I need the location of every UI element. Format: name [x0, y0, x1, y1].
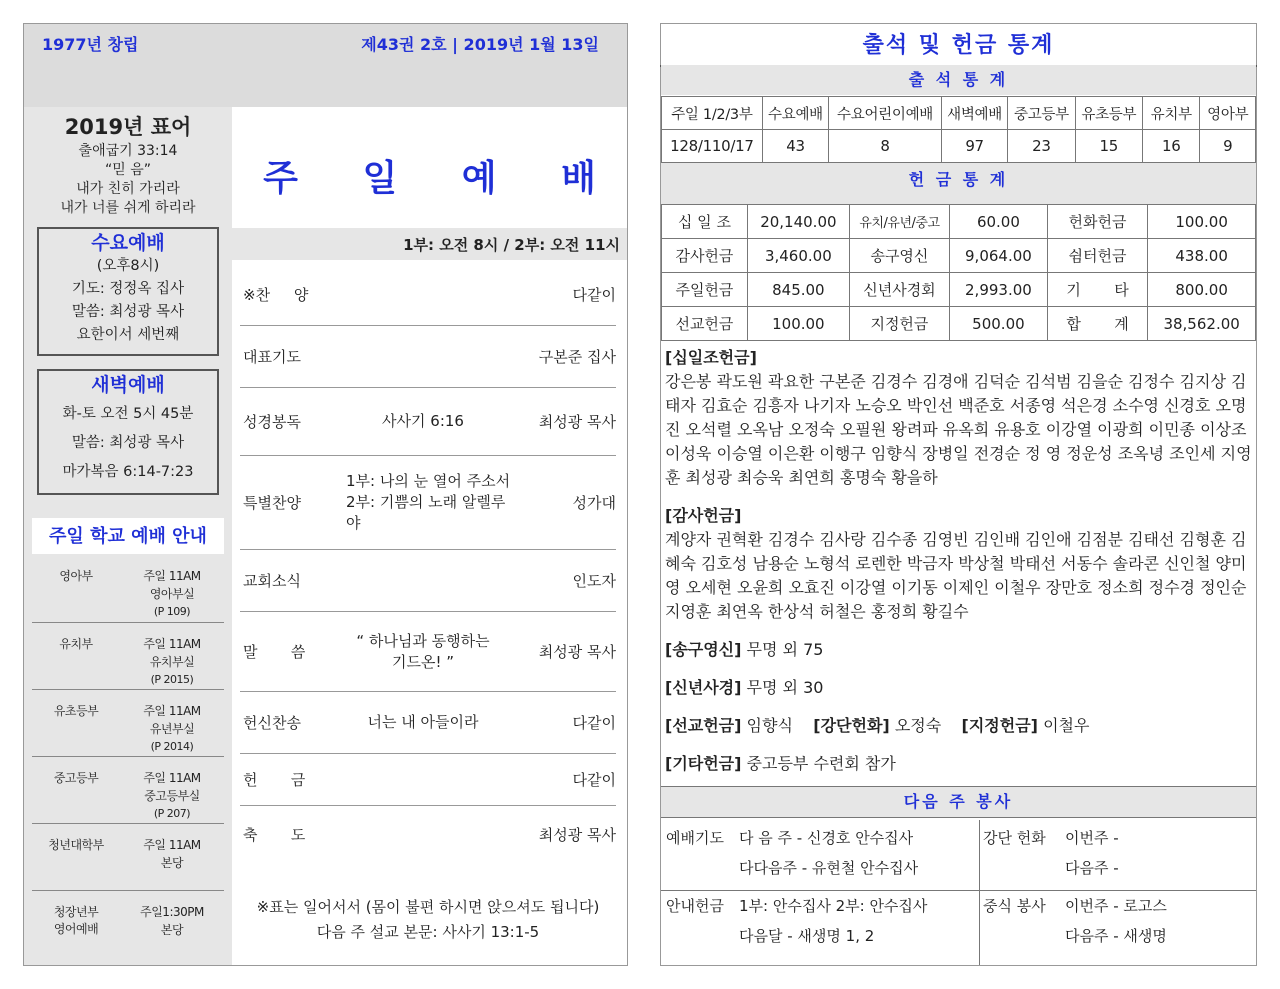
dept-time: 주일 11AM: [143, 838, 201, 852]
order-row: [240, 692, 616, 754]
order-leader: 성가대: [572, 494, 616, 512]
vertical-divider: [979, 820, 980, 965]
attendance-table: [661, 96, 1256, 163]
attendance-header-cell: 영아부: [1200, 97, 1256, 130]
attendance-header-row: [662, 97, 1256, 130]
prayer-line1: 다 음 주 - 신경호 안수집사: [739, 829, 914, 847]
offering-amount-cell: 100.00: [1148, 205, 1256, 239]
dawn-text: 마가복음 6:14-7:23: [62, 464, 194, 480]
sunday-school-row: [32, 890, 224, 957]
attendance-value-cell: 8: [829, 130, 942, 163]
thanks-names: 계양자 권혁환 김경수 김사랑 김수종 김영빈 김인배 김인애 김점분 김태선 김형훈 김혜숙 김호성 남용순 노형석 로렌한 박금자 박상철 박태선 서동수 솔라콘 신인철 양미영 오세현 오윤희 오효진 이강열 이기동 이제인 이철우 장만호 정소희 정수경 정인순 지영훈 최연옥 한상석 허철은 홍정희 황길수: [665, 530, 1247, 621]
attendance-value-cell: 97: [941, 130, 1007, 163]
attendance-value-cell: 43: [762, 130, 828, 163]
wednesday-sermon: 말씀: 최성광 목사: [71, 304, 185, 320]
order-row: [240, 754, 616, 806]
dept-page: (P 2014): [150, 740, 194, 753]
order-item: 말 씀: [243, 643, 306, 661]
order-item: 교회소식: [243, 572, 301, 590]
other-label: [기타헌금]: [665, 754, 742, 773]
offering-amount-cell: 800.00: [1148, 273, 1256, 307]
offering-label-cell: 신년사경회: [849, 273, 949, 307]
order-leader: 다같이: [572, 286, 616, 304]
order-leader: 최성광 목사: [538, 413, 616, 431]
conference-label: [신년사경]: [665, 678, 742, 697]
wednesday-time: (오후8시): [96, 258, 160, 274]
newyear-value: 무명 외 75: [746, 640, 824, 659]
offering-amount-cell: 9,064.00: [950, 239, 1048, 273]
order-item: 헌신찬송: [243, 714, 301, 732]
attendance-title: 출 석 통 계: [661, 65, 1256, 95]
founded-label: 1977년 창립: [42, 35, 139, 54]
attendance-header-cell: 수요예배: [762, 97, 828, 130]
order-row: [240, 612, 616, 692]
next-sermon-text: 다음 주 설교 본문: 사사기 13:1-5: [316, 923, 540, 941]
order-row: [240, 388, 616, 456]
dept-room: 영아부실: [149, 587, 195, 601]
offering-label-cell: 유치/유년/중고: [849, 205, 949, 239]
standing-note: ※표는 일어서서 (몸이 불편 하시면 앉으셔도 됩니다): [256, 898, 600, 916]
footnote: [240, 895, 616, 945]
wednesday-service-box: [37, 227, 219, 356]
mission-value: 임향식: [746, 716, 793, 735]
dept-info: [127, 635, 217, 689]
dawn-service-box: [37, 369, 219, 495]
motto-block: [24, 112, 232, 218]
sunday-school-title: 주일 학교 예배 안내: [32, 518, 224, 554]
dept-time: 주일 11AM: [143, 771, 201, 785]
dept-time: 주일1:30PM: [140, 905, 204, 919]
order-row: [240, 806, 616, 862]
sunday-school-row: [32, 823, 224, 890]
dawn-title: 새벽예배: [91, 374, 165, 396]
dept-name: 유치부: [59, 637, 93, 651]
offering-row: [662, 273, 1256, 307]
dept-page: (P 2015): [150, 673, 194, 686]
sunday-school-row: [32, 689, 224, 756]
attendance-header-cell: 새벽예배: [941, 97, 1007, 130]
offering-amount-cell: 438.00: [1148, 239, 1256, 273]
thanks-label: [감사헌금]: [665, 506, 742, 525]
wednesday-text: 요한이서 세번째: [76, 327, 180, 343]
attendance-header-cell: 유치부: [1142, 97, 1200, 130]
offering-title: 헌 금 통 계: [661, 163, 1256, 204]
dept-room: 본당: [160, 856, 184, 870]
attendance-header-cell: 유초등부: [1075, 97, 1142, 130]
order-content: 사사기 6:16: [382, 412, 464, 430]
order-content: “ 하나님과 동행하는 기드온! ”: [356, 631, 490, 671]
sunday-school-row: [32, 555, 224, 622]
order-content: [330, 806, 516, 862]
dept-room: 유년부실: [149, 722, 195, 736]
dept-room: 본당: [160, 923, 184, 937]
offering-label-cell: 주일헌금: [662, 273, 748, 307]
next-service-title: 다음 주 봉사: [661, 786, 1256, 818]
order-leader: 다같이: [572, 771, 616, 789]
order-leader: 다같이: [572, 714, 616, 732]
dept-time: 주일 11AM: [143, 569, 201, 583]
dept-name: 청장년부 영어예배: [53, 905, 99, 936]
order-content: 1부: 나의 눈 열어 주소서 2부: 기쁨의 노래 알렐루야: [346, 472, 511, 532]
order-leader: 인도자: [572, 572, 616, 590]
attendance-value-cell: 9: [1200, 130, 1256, 163]
offering-row: [662, 239, 1256, 273]
flower-line2: 다음주 -: [1065, 859, 1119, 877]
wednesday-title: 수요예배: [91, 232, 165, 254]
order-item: 축 도: [243, 825, 306, 844]
usher-line2: 다음달 - 새생명 1, 2: [739, 927, 875, 945]
offering-amount-cell: 20,140.00: [747, 205, 849, 239]
prayer-label: 예배기도: [666, 829, 724, 847]
dept-info: [127, 836, 217, 872]
offering-table: [661, 204, 1256, 341]
flower-duty-label: 강단 헌화: [983, 829, 1046, 847]
offering-label-cell: 송구영신: [849, 239, 949, 273]
meal-line1: 이번주 - 로고스: [1065, 897, 1167, 915]
order-leader: 최성광 목사: [538, 643, 616, 661]
attendance-value-row: [662, 130, 1256, 163]
dept-info: [127, 769, 217, 823]
wednesday-prayer: 기도: 정정옥 집사: [71, 281, 185, 297]
order-item: 헌 금: [243, 771, 306, 789]
sunday-school-row: [32, 622, 224, 689]
dept-room: 유치부실: [149, 655, 195, 669]
sunday-school-row: [32, 756, 224, 823]
offering-label-cell: 감사헌금: [662, 239, 748, 273]
offering-amount-cell: 38,562.00: [1148, 307, 1256, 341]
offering-amount-cell: 845.00: [747, 273, 849, 307]
offering-label-cell: 헌화헌금: [1047, 205, 1147, 239]
offering-amount-cell: 500.00: [950, 307, 1048, 341]
donor-lists: [665, 346, 1253, 790]
usher-label: 안내헌금: [666, 897, 724, 915]
order-item: ※찬 양: [243, 286, 309, 304]
offering-label-cell: 합 계: [1047, 307, 1147, 341]
attendance-value-cell: 16: [1142, 130, 1200, 163]
next-service-table: [661, 820, 1256, 965]
dept-name: 청년대학부: [48, 838, 104, 852]
offering-label-cell: 쉼터헌금: [1047, 239, 1147, 273]
offering-amount-cell: 60.00: [950, 205, 1048, 239]
usher-line1: 1부: 안수집사 2부: 안수집사: [739, 897, 928, 915]
order-row: [240, 550, 616, 612]
order-row: [240, 456, 616, 550]
offering-amount-cell: 3,460.00: [747, 239, 849, 273]
motto-line1: 내가 친히 가리라: [76, 181, 180, 197]
order-content: [330, 754, 516, 805]
service-times: 1부: 오전 8시 / 2부: 오전 11시: [403, 236, 620, 254]
dept-time: 주일 11AM: [143, 637, 201, 651]
dept-time: 주일 11AM: [143, 704, 201, 718]
order-content: [330, 550, 516, 611]
flower-label: [강단헌화]: [813, 716, 890, 735]
meal-line2: 다음주 - 새생명: [1065, 927, 1167, 945]
attendance-header-cell: 수요어린이예배: [829, 97, 942, 130]
flower-line1: 이번주 -: [1065, 829, 1119, 847]
order-leader: 구본준 집사: [538, 348, 616, 366]
offering-row: [662, 307, 1256, 341]
issue-label: 제43권 2호 | 2019년 1월 13일: [361, 35, 599, 54]
motto-line2: 내가 너를 쉬게 하리라: [60, 200, 196, 216]
offering-amount-cell: 2,993.00: [950, 273, 1048, 307]
motto-keyword: “믿 음”: [104, 162, 151, 178]
offering-amount-cell: 100.00: [747, 307, 849, 341]
dept-page: (P 109): [153, 605, 191, 618]
attendance-value-cell: 15: [1075, 130, 1142, 163]
sunday-school-table: [32, 555, 224, 957]
newyear-label: [송구영신]: [665, 640, 742, 659]
motto-title: 2019년 표어: [64, 115, 192, 139]
order-row: [240, 264, 616, 326]
order-content: [330, 326, 516, 387]
attendance-value-cell: 128/110/17: [662, 130, 763, 163]
motto-ref: 출애굽기 33:14: [78, 143, 178, 159]
order-item: 대표기도: [243, 348, 301, 366]
order-of-worship: [240, 264, 616, 862]
attendance-header-cell: 주일 1/2/3부: [662, 97, 763, 130]
dept-name: 유초등부: [53, 704, 99, 718]
dept-info: [127, 903, 217, 939]
attendance-value-cell: 23: [1008, 130, 1075, 163]
dawn-time: 화-토 오전 5시 45분: [62, 406, 194, 422]
other-value: 중고등부 수련회 참가: [746, 754, 896, 773]
offering-row: [662, 205, 1256, 239]
offering-label-cell: 선교헌금: [662, 307, 748, 341]
dept-room: 중고등부실: [144, 789, 200, 803]
order-content: [330, 264, 516, 325]
bulletin-header: [24, 24, 627, 107]
service-title: 주 일 예 배: [263, 158, 622, 199]
dept-info: [127, 702, 217, 756]
order-leader: 최성광 목사: [538, 825, 616, 844]
dept-name: 영아부: [59, 569, 93, 583]
order-content: 너는 내 아들이라: [367, 713, 479, 731]
attendance-header-cell: 중고등부: [1008, 97, 1075, 130]
tithe-label: [십일조헌금]: [665, 348, 757, 367]
stats-title: 출석 및 헌금 통계: [862, 33, 1055, 58]
flower-value: 오정숙: [894, 716, 942, 735]
dept-name: 중고등부: [53, 771, 99, 785]
conference-value: 무명 외 30: [746, 678, 824, 697]
dept-info: [127, 567, 217, 621]
meal-label: 중식 봉사: [983, 897, 1046, 915]
order-row: [240, 326, 616, 388]
dawn-sermon: 말씀: 최성광 목사: [71, 435, 185, 451]
offering-label-cell: 지정헌금: [849, 307, 949, 341]
order-item: 특별찬양: [243, 494, 301, 512]
tithe-names: 강은봉 곽도원 곽요한 구본준 김경수 김경애 김덕순 김석범 김을순 김정수 김지상 김태자 김효순 김흥자 나기자 노승오 박인선 백준호 서종영 석은경 소수영 신경호 오명진 오석렬 오옥남 오정숙 오필원 왕려파 유옥희 유용호 이강열 이광희 이민종 이상조 이성욱 이승열 이은환 이행구 임향식 장병일 전경순 정 영 정운성 조옥녕 조인세 지영훈 최성광 최승욱 최연희 홍명숙 황을하: [665, 372, 1252, 487]
mission-label: [선교헌금]: [665, 716, 742, 735]
prayer-line2: 다다음주 - 유현철 안수집사: [739, 859, 919, 877]
designated-value: 이철우: [1043, 716, 1090, 735]
offering-label-cell: 십 일 조: [662, 205, 748, 239]
offering-label-cell: 기 타: [1047, 273, 1147, 307]
order-item: 성경봉독: [243, 413, 301, 431]
designated-label: [지정헌금]: [961, 716, 1038, 735]
dept-page: (P 207): [153, 807, 191, 820]
